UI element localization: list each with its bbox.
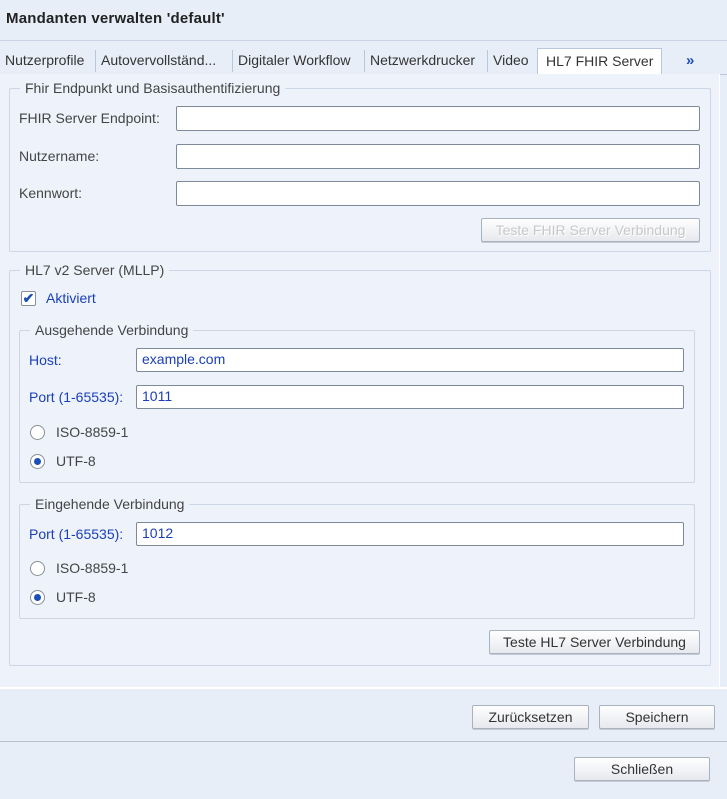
footer-divider bbox=[0, 741, 727, 742]
incoming-utf-8-label: UTF-8 bbox=[56, 589, 96, 605]
fhir-section bbox=[9, 80, 711, 252]
tab-divider bbox=[487, 50, 488, 72]
tab-divider bbox=[95, 50, 96, 72]
tab-autovervollstaendigung[interactable]: Autovervollständ... bbox=[101, 52, 217, 68]
hl7-section-legend: HL7 v2 Server (MLLP) bbox=[20, 262, 169, 278]
fhir-endpoint-input[interactable] bbox=[176, 106, 700, 131]
title-divider bbox=[0, 40, 727, 41]
panel-divider bbox=[0, 687, 727, 689]
tab-divider bbox=[232, 50, 233, 72]
outgoing-iso-8859-1-label: ISO-8859-1 bbox=[56, 424, 129, 440]
incoming-connection-legend: Eingehende Verbindung bbox=[30, 496, 189, 512]
fhir-password-input[interactable] bbox=[176, 181, 700, 206]
incoming-connection-section bbox=[19, 496, 695, 619]
incoming-utf-8-radio[interactable] bbox=[30, 590, 45, 605]
incoming-iso-8859-1-label: ISO-8859-1 bbox=[56, 560, 129, 576]
tab-divider bbox=[364, 50, 365, 72]
fhir-username-input[interactable] bbox=[176, 144, 700, 169]
outgoing-connection-section bbox=[19, 322, 695, 483]
tab-video[interactable]: Video bbox=[493, 52, 529, 68]
incoming-port-input[interactable]: 1012 bbox=[136, 522, 684, 546]
reset-button[interactable]: Zurücksetzen bbox=[472, 705, 589, 729]
fhir-section-legend: Fhir Endpunkt und Basisauthentifizierung bbox=[20, 80, 285, 96]
tab-bar bbox=[0, 48, 727, 75]
dialog-title: Mandanten verwalten 'default' bbox=[6, 10, 225, 27]
outgoing-port-label: Port (1-65535): bbox=[29, 389, 124, 405]
hl7-section bbox=[9, 262, 711, 666]
outgoing-host-label: Host: bbox=[29, 352, 62, 368]
test-hl7-connection-button[interactable]: Teste HL7 Server Verbindung bbox=[489, 630, 700, 654]
fhir-password-label: Kennwort: bbox=[19, 185, 83, 201]
tab-nutzerprofile[interactable]: Nutzerprofile bbox=[5, 52, 85, 68]
test-fhir-connection-button[interactable]: Teste FHIR Server Verbindung bbox=[481, 218, 700, 242]
outgoing-connection-legend: Ausgehende Verbindung bbox=[30, 322, 193, 338]
outgoing-utf-8-radio[interactable] bbox=[30, 454, 45, 469]
activated-checkbox[interactable]: ✔ bbox=[22, 290, 35, 306]
outgoing-host-input[interactable]: example.com bbox=[136, 348, 684, 372]
tab-digitaler-workflow[interactable]: Digitaler Workflow bbox=[238, 52, 351, 68]
outgoing-iso-8859-1-radio[interactable] bbox=[30, 425, 45, 440]
incoming-port-label: Port (1-65535): bbox=[29, 526, 124, 542]
tab-hl7-fhir-server[interactable]: HL7 FHIR Server bbox=[537, 48, 662, 75]
outgoing-port-input[interactable]: 1011 bbox=[136, 385, 684, 409]
tab-panel bbox=[0, 74, 720, 687]
fhir-endpoint-label: FHIR Server Endpoint: bbox=[19, 110, 160, 126]
tab-netzwerkdrucker[interactable]: Netzwerkdrucker bbox=[370, 52, 476, 68]
save-button[interactable]: Speichern bbox=[599, 705, 715, 729]
incoming-iso-8859-1-radio[interactable] bbox=[30, 561, 45, 576]
outgoing-utf-8-label: UTF-8 bbox=[56, 453, 96, 469]
fhir-username-label: Nutzername: bbox=[19, 148, 100, 164]
more-tabs-icon[interactable]: » bbox=[686, 52, 695, 69]
close-button[interactable]: Schließen bbox=[574, 757, 710, 781]
activated-label: Aktiviert bbox=[46, 290, 96, 306]
